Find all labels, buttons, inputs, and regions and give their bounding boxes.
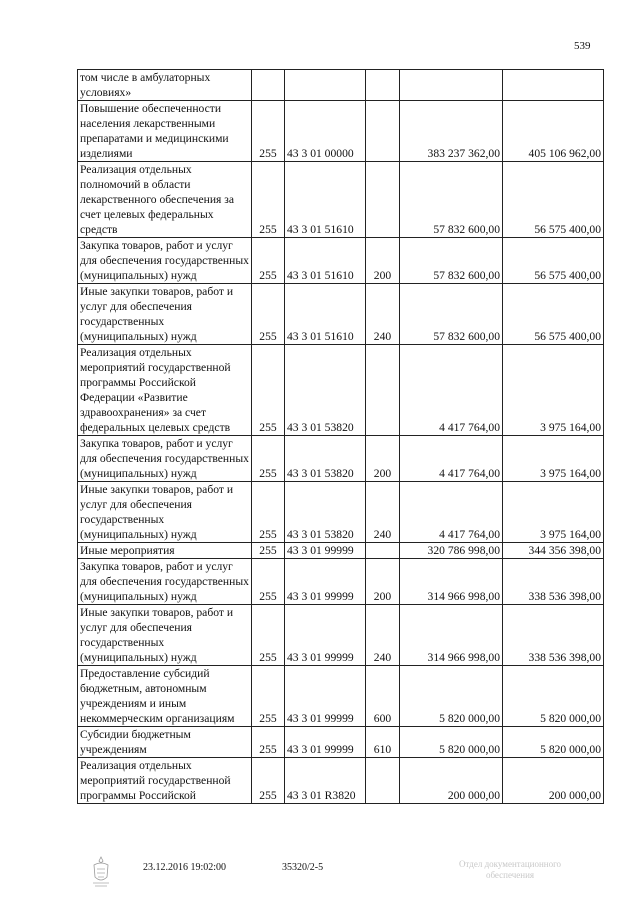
row-csr: 43 3 01 99999 — [285, 543, 366, 559]
row-vr — [366, 758, 400, 804]
row-sum-2017: 314 966 998,00 — [400, 559, 503, 605]
row-name: Закупка товаров, работ и услуг для обеспечения государственных (муниципальных) нужд — [78, 238, 252, 284]
row-sum-2017: 5 820 000,00 — [400, 727, 503, 758]
row-ved: 255 — [252, 345, 285, 436]
row-sum-2017: 57 832 600,00 — [400, 284, 503, 345]
row-csr: 43 3 01 99999 — [285, 727, 366, 758]
row-vr: 200 — [366, 436, 400, 482]
table-row — [78, 238, 604, 284]
table-row — [78, 666, 604, 727]
row-ved: 255 — [252, 605, 285, 666]
row-csr: 43 3 01 53820 — [285, 436, 366, 482]
row-sum-2017: 320 786 998,00 — [400, 543, 503, 559]
row-vr: 240 — [366, 482, 400, 543]
row-sum-2018: 405 106 962,00 — [503, 101, 604, 162]
row-ved: 255 — [252, 482, 285, 543]
row-sum-2017: 57 832 600,00 — [400, 162, 503, 238]
row-csr: 43 3 01 53820 — [285, 345, 366, 436]
table-row — [78, 162, 604, 238]
row-sum-2017: 4 417 764,00 — [400, 345, 503, 436]
department-stamp: Отдел документационного обеспечения — [458, 859, 562, 880]
row-vr — [366, 101, 400, 162]
row-vr — [366, 162, 400, 238]
row-csr: 43 3 01 00000 — [285, 101, 366, 162]
footer-doc-number: 35320/2-5 — [282, 862, 324, 873]
row-sum-2017: 5 820 000,00 — [400, 666, 503, 727]
row-csr: 43 3 01 99999 — [285, 559, 366, 605]
row-sum-2018: 344 356 398,00 — [503, 543, 604, 559]
row-sum-2018 — [503, 70, 604, 101]
row-name: Закупка товаров, работ и услуг для обеспечения государственных (муниципальных) нужд — [78, 436, 252, 482]
row-ved: 255 — [252, 101, 285, 162]
row-csr: 43 3 01 51610 — [285, 284, 366, 345]
row-name: том числе в амбулаторных условиях» — [78, 70, 252, 101]
table-row — [78, 605, 604, 666]
footer-date: 23.12.2016 19:02:00 — [143, 862, 227, 873]
row-sum-2018: 200 000,00 — [503, 758, 604, 804]
row-sum-2017: 57 832 600,00 — [400, 238, 503, 284]
row-name: Реализация отдельных мероприятий государственной программы Российской — [78, 758, 252, 804]
table-row — [78, 284, 604, 345]
row-csr: 43 3 01 R3820 — [285, 758, 366, 804]
row-csr: 43 3 01 51610 — [285, 238, 366, 284]
row-vr: 240 — [366, 605, 400, 666]
table-row — [78, 758, 604, 804]
row-sum-2018: 5 820 000,00 — [503, 666, 604, 727]
row-name: Реализация отдельных полномочий в области лекарственного обеспечения за счет целевых федеральных средств — [78, 162, 252, 238]
row-vr: 200 — [366, 238, 400, 284]
table-row — [78, 543, 604, 559]
page-footer — [0, 859, 640, 899]
row-sum-2018: 5 820 000,00 — [503, 727, 604, 758]
row-vr — [366, 70, 400, 101]
row-ved: 255 — [252, 559, 285, 605]
page-number: 539 — [574, 40, 591, 52]
row-csr: 43 3 01 53820 — [285, 482, 366, 543]
row-ved: 255 — [252, 284, 285, 345]
row-name: Иные закупки товаров, работ и услуг для обеспечения государственных (муниципальных) нужд — [78, 482, 252, 543]
row-vr: 200 — [366, 559, 400, 605]
row-name: Иные закупки товаров, работ и услуг для обеспечения государственных (муниципальных) нужд — [78, 284, 252, 345]
table-row — [78, 101, 604, 162]
row-sum-2018: 338 536 398,00 — [503, 559, 604, 605]
table-row — [78, 482, 604, 543]
row-name: Иные закупки товаров, работ и услуг для обеспечения государственных (муниципальных) нужд — [78, 605, 252, 666]
row-csr: 43 3 01 51610 — [285, 162, 366, 238]
row-csr — [285, 70, 366, 101]
row-sum-2018: 56 575 400,00 — [503, 162, 604, 238]
table-row — [78, 436, 604, 482]
row-csr: 43 3 01 99999 — [285, 666, 366, 727]
row-ved: 255 — [252, 238, 285, 284]
row-vr: 240 — [366, 284, 400, 345]
table-row — [78, 70, 604, 101]
row-csr: 43 3 01 99999 — [285, 605, 366, 666]
row-sum-2018: 56 575 400,00 — [503, 238, 604, 284]
row-name: Предоставление субсидий бюджетным, автономным учреждениям и иным некоммерческим организациям — [78, 666, 252, 727]
row-ved: 255 — [252, 666, 285, 727]
row-ved: 255 — [252, 162, 285, 238]
row-sum-2018: 3 975 164,00 — [503, 482, 604, 543]
row-sum-2017: 4 417 764,00 — [400, 482, 503, 543]
row-vr: 600 — [366, 666, 400, 727]
row-ved: 255 — [252, 543, 285, 559]
row-vr — [366, 543, 400, 559]
row-sum-2017: 200 000,00 — [400, 758, 503, 804]
table-row — [78, 559, 604, 605]
row-name: Закупка товаров, работ и услуг для обеспечения государственных (муниципальных) нужд — [78, 559, 252, 605]
table-row — [78, 345, 604, 436]
row-name: Субсидии бюджетным учреждениям — [78, 727, 252, 758]
row-sum-2017: 383 237 362,00 — [400, 101, 503, 162]
row-sum-2018: 3 975 164,00 — [503, 436, 604, 482]
state-emblem-icon — [90, 855, 112, 889]
row-ved: 255 — [252, 727, 285, 758]
row-sum-2018: 3 975 164,00 — [503, 345, 604, 436]
row-name: Иные мероприятия — [78, 543, 252, 559]
row-name: Повышение обеспеченности населения лекарственными препаратами и медицинскими изделиями — [78, 101, 252, 162]
row-sum-2017: 314 966 998,00 — [400, 605, 503, 666]
row-name: Реализация отдельных мероприятий государственной программы Российской Федерации «Развитие здравоохранения» за счет федеральных целевых средств — [78, 345, 252, 436]
row-vr — [366, 345, 400, 436]
row-ved — [252, 70, 285, 101]
row-vr: 610 — [366, 727, 400, 758]
budget-table — [77, 69, 604, 804]
row-sum-2018: 56 575 400,00 — [503, 284, 604, 345]
budget-table-body — [78, 70, 604, 804]
row-ved: 255 — [252, 436, 285, 482]
table-row — [78, 727, 604, 758]
row-sum-2017: 4 417 764,00 — [400, 436, 503, 482]
row-sum-2017 — [400, 70, 503, 101]
row-sum-2018: 338 536 398,00 — [503, 605, 604, 666]
row-ved: 255 — [252, 758, 285, 804]
